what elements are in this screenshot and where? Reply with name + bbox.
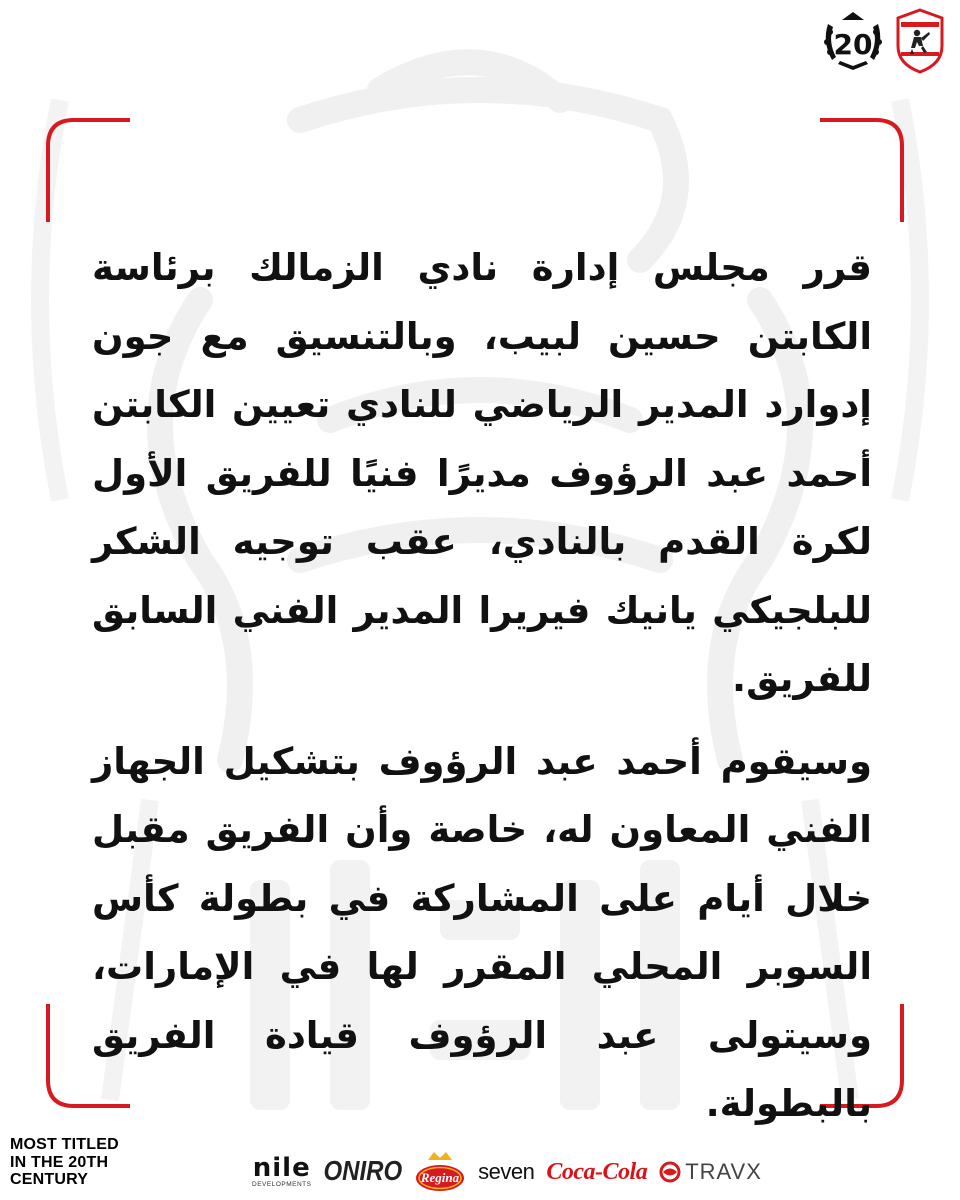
- sponsor-logos: [252, 1150, 762, 1194]
- sponsor-travx-logo: [659, 1159, 762, 1185]
- tagline-line-2: IN THE 20TH: [10, 1153, 109, 1171]
- regina-wordmark: Regina: [420, 1170, 460, 1185]
- announcement-paragraph-1: قرر مجلس إدارة نادي الزمالك برئاسة الكابتن حسين لبيب، وبالتنسيق مع جون إدوارد المدير الرياضي للنادي تعيين الكابتن أحمد عبد الرؤوف مديرًا فنيًا للفريق الأول لكرة القدم بالنادي، عقب توجيه الشكر للبلجيكي يانيك فيريرا المدير الفني السابق للفريق.: [92, 246, 872, 700]
- travx-swirl-icon: [659, 1161, 681, 1183]
- frame-corner-top-right: [816, 116, 906, 226]
- most-titled-tagline: [10, 1136, 119, 1189]
- century-badge-icon: [820, 10, 886, 72]
- header-logos: [820, 8, 946, 74]
- sponsor-oniro-logo: ONIRO: [323, 1155, 403, 1187]
- frame-corner-top-left: [44, 116, 134, 226]
- sponsor-coca-cola-logo: Coca-Cola: [546, 1158, 648, 1185]
- sponsor-nile-logo: [252, 1155, 311, 1189]
- tagline-line-1: MOST TITLED: [10, 1136, 119, 1153]
- travx-wordmark: TRAVX: [685, 1159, 762, 1184]
- nile-wordmark: nile: [252, 1153, 311, 1183]
- tagline-line-3: CENTURY: [10, 1171, 89, 1188]
- nile-subtitle: DEVELOPMENTS: [252, 1181, 312, 1188]
- zamalek-crest-icon: [894, 8, 946, 74]
- announcement-text: [92, 234, 872, 1139]
- century-badge-number: 20: [833, 28, 873, 61]
- announcement-paragraph-2: وسيقوم أحمد عبد الرؤوف بتشكيل الجهاز الفني المعاون له، خاصة وأن الفريق مقبل خلال أيام على المشاركة في بطولة كأس السوبر المحلي المقرر لها في الإمارات، وسيتولى عبد الرؤوف قيادة الفريق بالبطولة.: [92, 739, 872, 1125]
- sponsor-seven-logo: seven: [478, 1159, 535, 1184]
- sponsor-regina-logo: [414, 1150, 466, 1194]
